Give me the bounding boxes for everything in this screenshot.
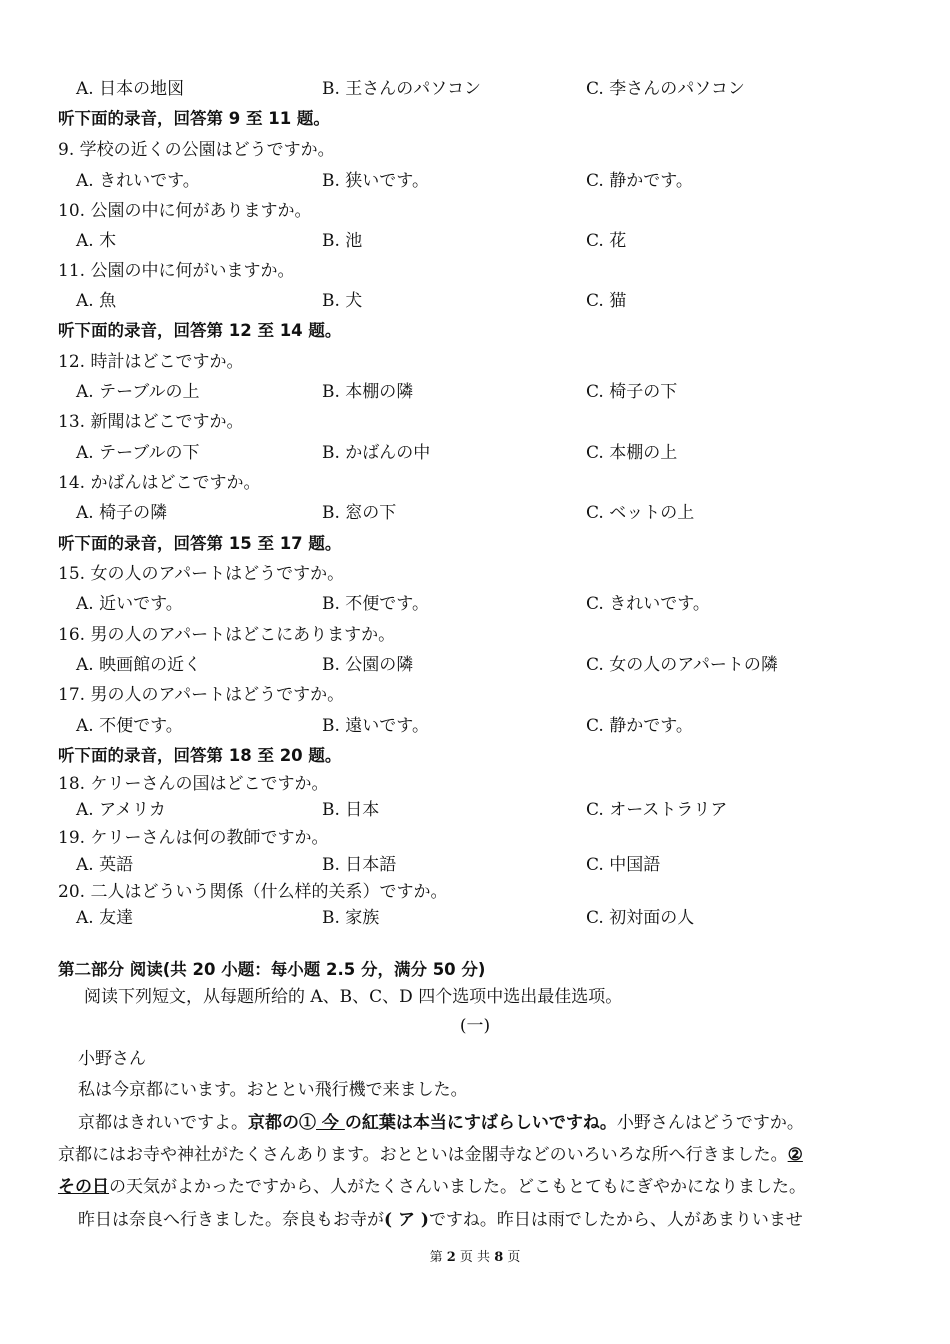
- q10-option-b: B. 池: [322, 231, 363, 251]
- q19-option-c: C. 中国語: [586, 855, 661, 875]
- p2-bold-b: の紅葉は本当にすばらしいですね。: [344, 1113, 617, 1133]
- q13-option-c: C. 本棚の上: [586, 443, 678, 463]
- q17-option-c: C. 静かです。: [586, 716, 693, 736]
- p3-start: 京都にはお寺や神社がたくさんあります。おとといは金閣寺などのいろいろな所へ行きました。: [58, 1145, 788, 1165]
- p2-start: 京都はきれいですよ。: [78, 1113, 248, 1133]
- underlined-mark-2-number: ②: [787, 1145, 803, 1165]
- question-10: 10. 公園の中に何がありますか。: [58, 201, 312, 221]
- q8-option-c: C. 李さんのパソコン: [586, 79, 745, 99]
- underlined-mark-1: 今: [316, 1113, 345, 1133]
- q18-option-b: B. 日本: [322, 800, 380, 820]
- q17-option-b: B. 遠いです。: [322, 716, 429, 736]
- q20-option-c: C. 初対面の人: [586, 908, 695, 928]
- part2-instruction: 阅读下列短文，从每题所给的 A、B、C、D 四个选项中选出最佳选项。: [84, 987, 623, 1007]
- footer-total-pages: 8: [494, 1250, 504, 1265]
- question-16: 16. 男の人のアパートはどこにありますか。: [58, 625, 396, 645]
- q8-option-b: B. 王さんのパソコン: [322, 79, 481, 99]
- passage-paragraph-1: 私は今京都にいます。おととい飛行機で来ました。: [78, 1080, 468, 1100]
- q14-option-b: B. 窓の下: [322, 503, 397, 523]
- part2-heading: 第二部分 阅读(共 20 小题：每小题 2.5 分，满分 50 分): [58, 960, 486, 979]
- q15-option-c: C. きれいです。: [586, 594, 710, 614]
- page-footer: [0, 1246, 950, 1265]
- group-heading-12-14: 听下面的录音，回答第 12 至 14 题。: [58, 321, 342, 340]
- question-13: 13. 新聞はどこですか。: [58, 412, 244, 432]
- q12-option-a: A. テーブルの上: [76, 382, 200, 402]
- q18-option-c: C. オーストラリア: [586, 800, 728, 820]
- q9-option-a: A. きれいです。: [76, 171, 200, 191]
- footer-prefix: 第: [429, 1250, 443, 1265]
- q18-option-a: A. アメリカ: [76, 800, 166, 820]
- passage-paragraph-2: [78, 1110, 916, 1136]
- q12-option-b: B. 本棚の隣: [322, 382, 414, 402]
- q9-option-c: C. 静かです。: [586, 171, 693, 191]
- question-9: 9. 学校の近くの公園はどうですか。: [58, 140, 335, 160]
- q19-option-b: B. 日本語: [322, 855, 397, 875]
- q13-option-b: B. かばんの中: [322, 443, 431, 463]
- q11-option-c: C. 猫: [586, 291, 627, 311]
- footer-suffix: 页: [507, 1250, 521, 1265]
- p4-rest: の天気がよかったですから、人がたくさんいました。どこもとてもにぎやかになりました。: [109, 1177, 806, 1197]
- q17-option-a: A. 不便です。: [76, 716, 183, 736]
- p5-end: ですね。昨日は雨でしたから、人があまりいませ: [428, 1210, 803, 1230]
- passage-paragraph-3-cont: [58, 1174, 896, 1200]
- question-20: 20. 二人はどういう関係（什么样的关系）ですか。: [58, 882, 448, 902]
- q20-option-a: A. 友達: [76, 908, 134, 928]
- footer-mid: 页 共: [459, 1250, 491, 1265]
- q15-option-b: B. 不便です。: [322, 594, 429, 614]
- q16-option-c: C. 女の人のアパートの隣: [586, 655, 778, 675]
- question-19: 19. ケリーさんは何の教師ですか。: [58, 828, 329, 848]
- blank-a: ( ア ): [384, 1210, 429, 1230]
- passage-paragraph-4: [78, 1207, 916, 1233]
- q14-option-c: C. ベットの上: [586, 503, 695, 523]
- q16-option-b: B. 公園の隣: [322, 655, 414, 675]
- question-14: 14. かばんはどこですか。: [58, 473, 261, 493]
- group-heading-15-17: 听下面的录音，回答第 15 至 17 题。: [58, 534, 342, 553]
- q13-option-a: A. テーブルの下: [76, 443, 200, 463]
- underlined-mark-2-text: その日: [58, 1177, 109, 1197]
- footer-page-number: 2: [446, 1250, 456, 1265]
- q12-option-c: C. 椅子の下: [586, 382, 678, 402]
- p5-start: 昨日は奈良へ行きました。奈良もお寺が: [78, 1210, 384, 1230]
- group-heading-9-11: 听下面的录音，回答第 9 至 11 题。: [58, 109, 330, 128]
- q14-option-a: A. 椅子の隣: [76, 503, 168, 523]
- q19-option-a: A. 英語: [76, 855, 134, 875]
- question-12: 12. 時計はどこですか。: [58, 352, 244, 372]
- q11-option-b: B. 犬: [322, 291, 363, 311]
- question-11: 11. 公園の中に何がいますか。: [58, 261, 295, 281]
- letter-salutation: 小野さん: [78, 1049, 146, 1069]
- q10-option-a: A. 木: [76, 231, 117, 251]
- question-17: 17. 男の人のアパートはどうですか。: [58, 685, 345, 705]
- group-heading-18-20: 听下面的录音，回答第 18 至 20 题。: [58, 746, 342, 765]
- p2-bold-a: 京都の①: [248, 1113, 316, 1133]
- q20-option-b: B. 家族: [322, 908, 380, 928]
- q16-option-a: A. 映画館の近く: [76, 655, 202, 675]
- question-18: 18. ケリーさんの国はどこですか。: [58, 774, 329, 794]
- q9-option-b: B. 狭いです。: [322, 171, 429, 191]
- q15-option-a: A. 近いです。: [76, 594, 183, 614]
- question-15: 15. 女の人のアパートはどうですか。: [58, 564, 345, 584]
- q11-option-a: A. 魚: [76, 291, 117, 311]
- passage-paragraph-3: [58, 1142, 896, 1168]
- q8-option-a: A. 日本の地図: [76, 79, 185, 99]
- q10-option-c: C. 花: [586, 231, 627, 251]
- passage-number: (一): [459, 1016, 491, 1036]
- p2-end: 小野さんはどうですか。: [616, 1113, 804, 1133]
